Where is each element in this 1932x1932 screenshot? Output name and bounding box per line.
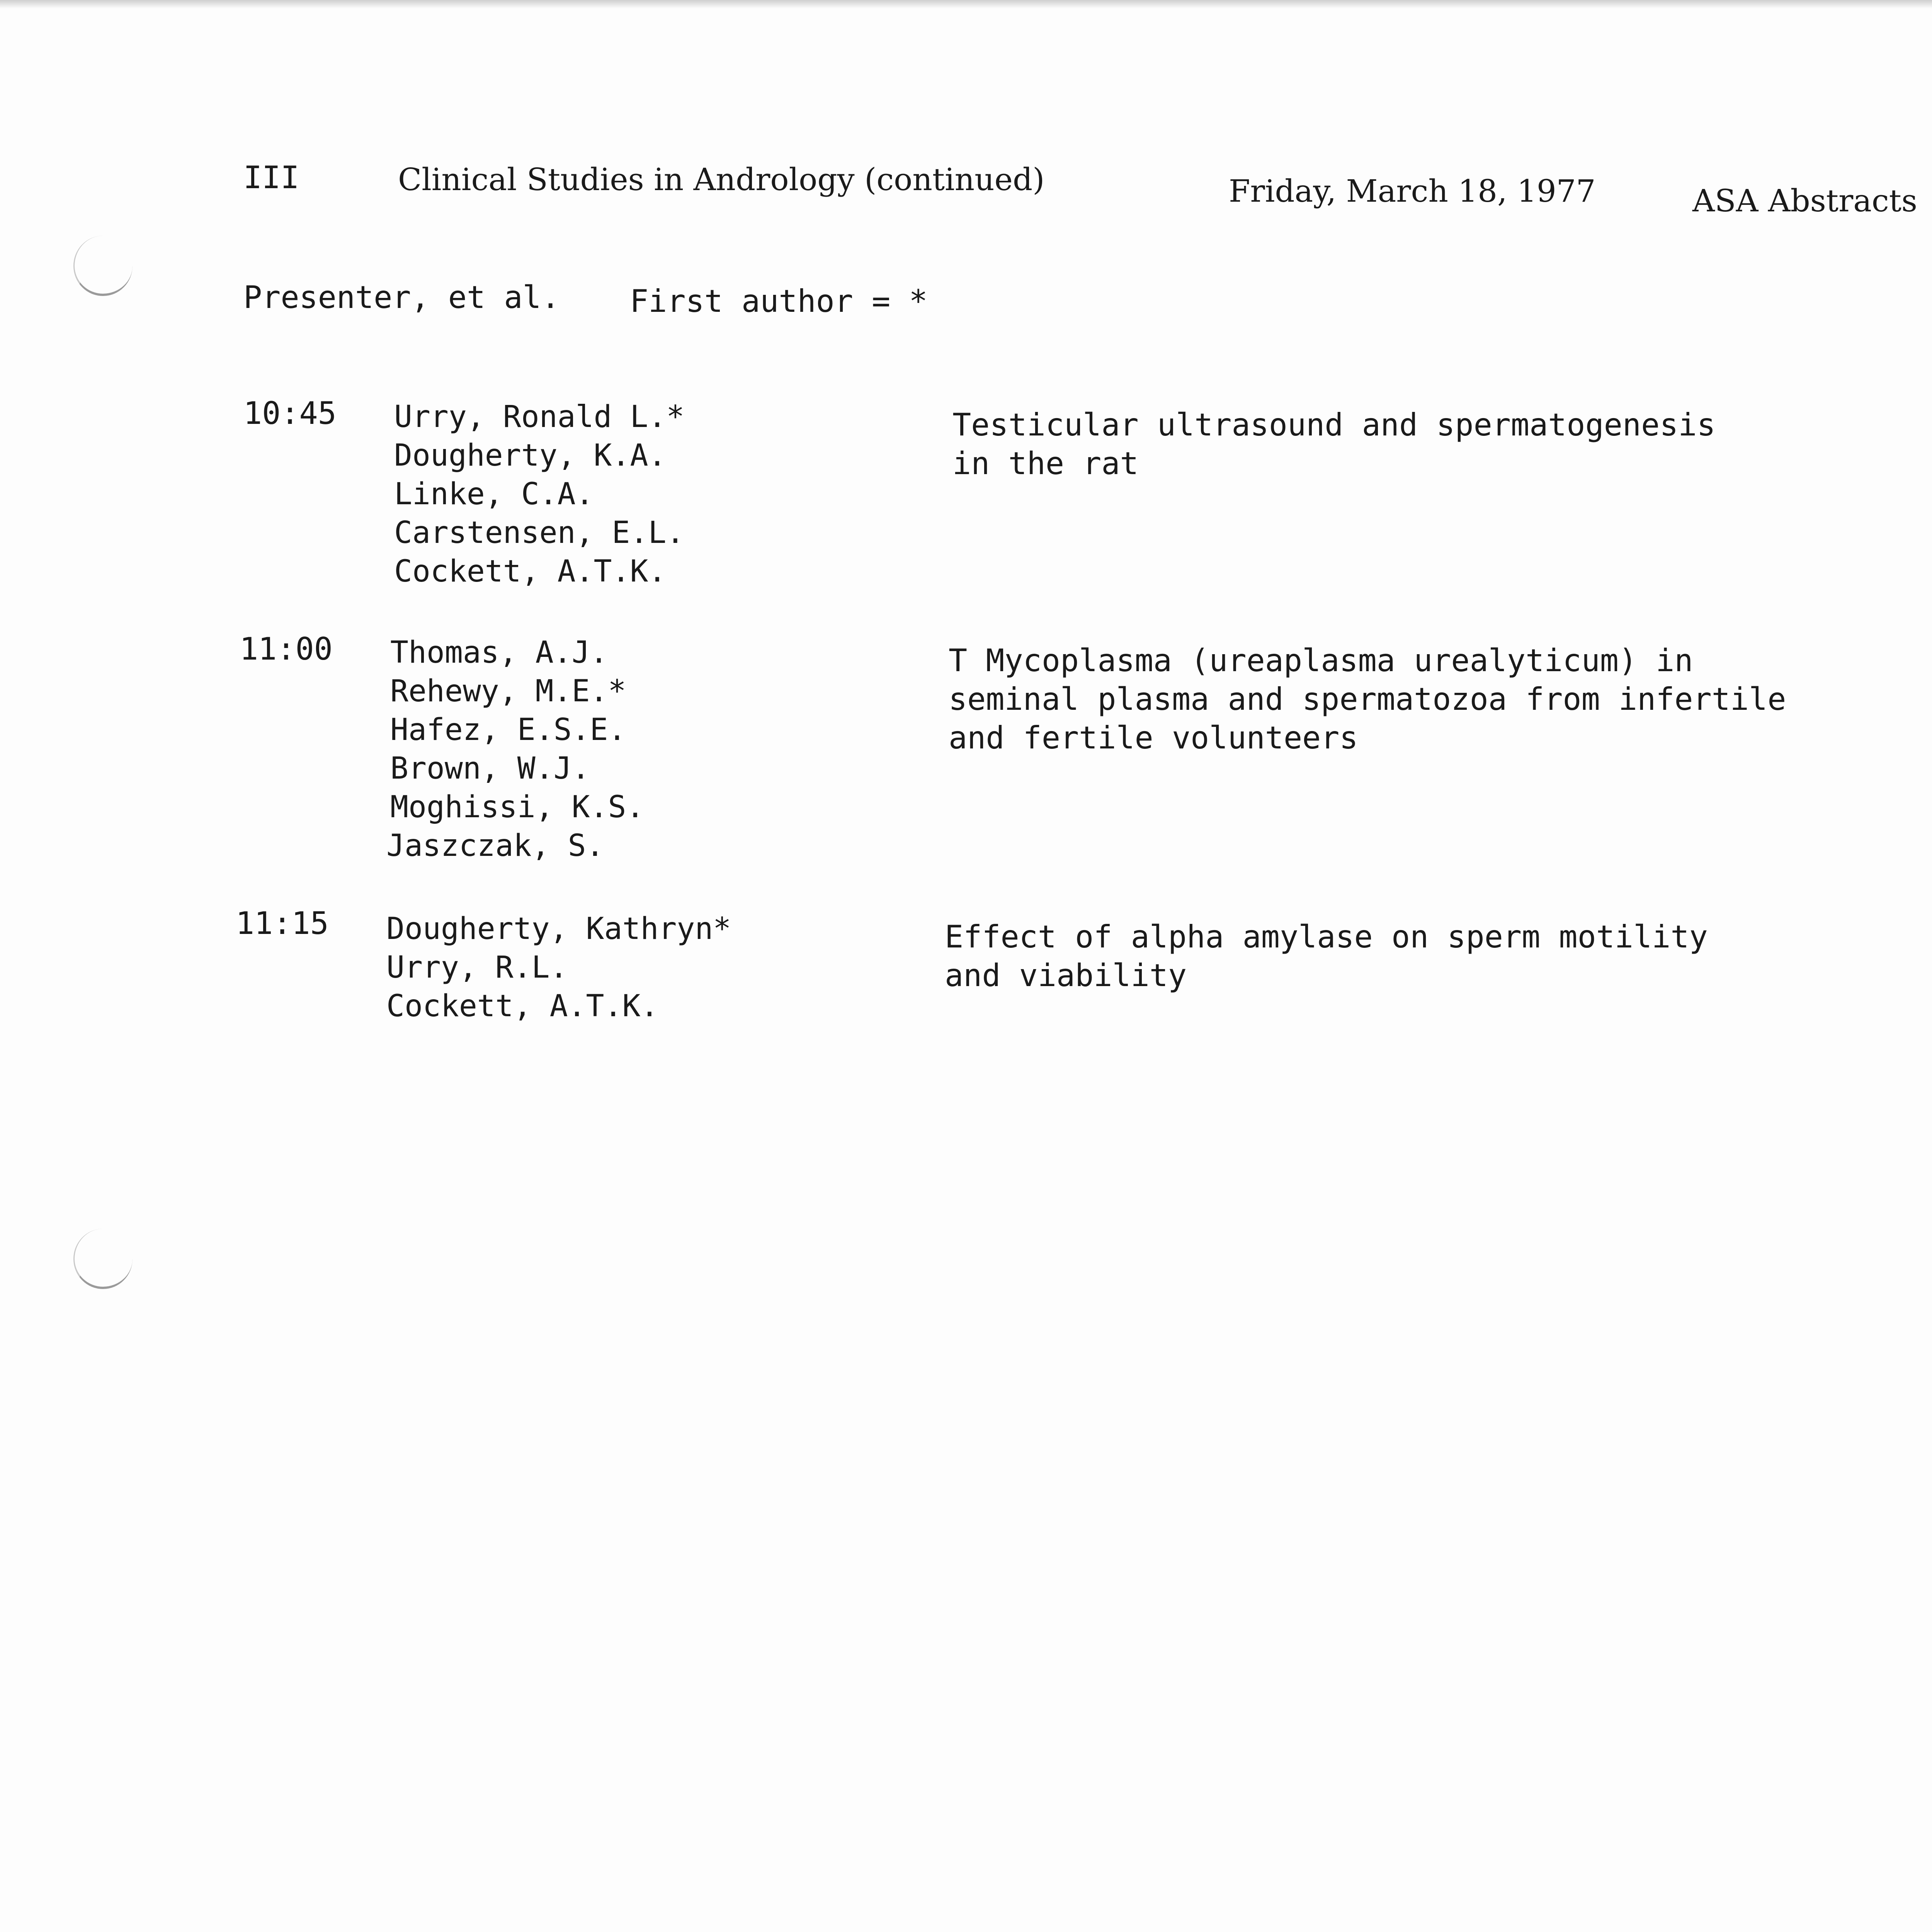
punch-hole-top	[73, 236, 133, 296]
abstract-title-line: in the rat	[952, 446, 1139, 481]
entry-time: 10:45	[243, 395, 337, 431]
abstract-title-line: Testicular ultrasound and spermatogenesis	[952, 407, 1716, 443]
section-number: III	[243, 160, 299, 196]
first-author-note: First author = *	[630, 283, 928, 319]
author-name: Cockett, A.T.K.	[386, 989, 659, 1024]
abstract-title-line: seminal plasma and spermatozoa from infertile	[949, 681, 1786, 717]
author-name: Thomas, A.J.	[390, 635, 608, 670]
author-name: Carstensen, E.L.	[394, 515, 685, 550]
entry-time: 11:15	[236, 905, 329, 941]
author-name: Brown, W.J.	[390, 751, 590, 786]
session-date: Friday, March 18, 1977	[1229, 173, 1596, 209]
abstract-title-line: and viability	[945, 957, 1187, 993]
publication-name: ASA Abstracts	[1692, 183, 1917, 219]
author-name: Dougherty, Kathryn*	[386, 912, 731, 946]
punch-hole-middle	[73, 1229, 133, 1289]
author-name: Urry, R.L.	[386, 950, 568, 985]
author-name: Urry, Ronald L.*	[394, 400, 685, 434]
author-name: Moghissi, K.S.	[390, 790, 645, 825]
author-name: Rehewy, M.E.*	[390, 674, 626, 709]
session-title: Clinical Studies in Andrology (continued)	[398, 162, 1045, 197]
abstract-title-line: Effect of alpha amylase on sperm motility	[945, 919, 1708, 955]
abstract-title-line: and fertile volunteers	[949, 720, 1358, 756]
presenter-label: Presenter, et al.	[243, 279, 560, 315]
author-name: Linke, C.A.	[394, 477, 594, 512]
scan-top-edge	[0, 0, 1932, 9]
abstract-title-line: T Mycoplasma (ureaplasma urealyticum) in	[949, 643, 1693, 679]
author-name: Dougherty, K.A.	[394, 438, 667, 473]
author-name: Cockett, A.T.K.	[394, 554, 667, 589]
author-name: Hafez, E.S.E.	[390, 713, 626, 747]
author-name: Jaszczak, S.	[386, 828, 604, 863]
entry-time: 11:00	[240, 631, 333, 667]
